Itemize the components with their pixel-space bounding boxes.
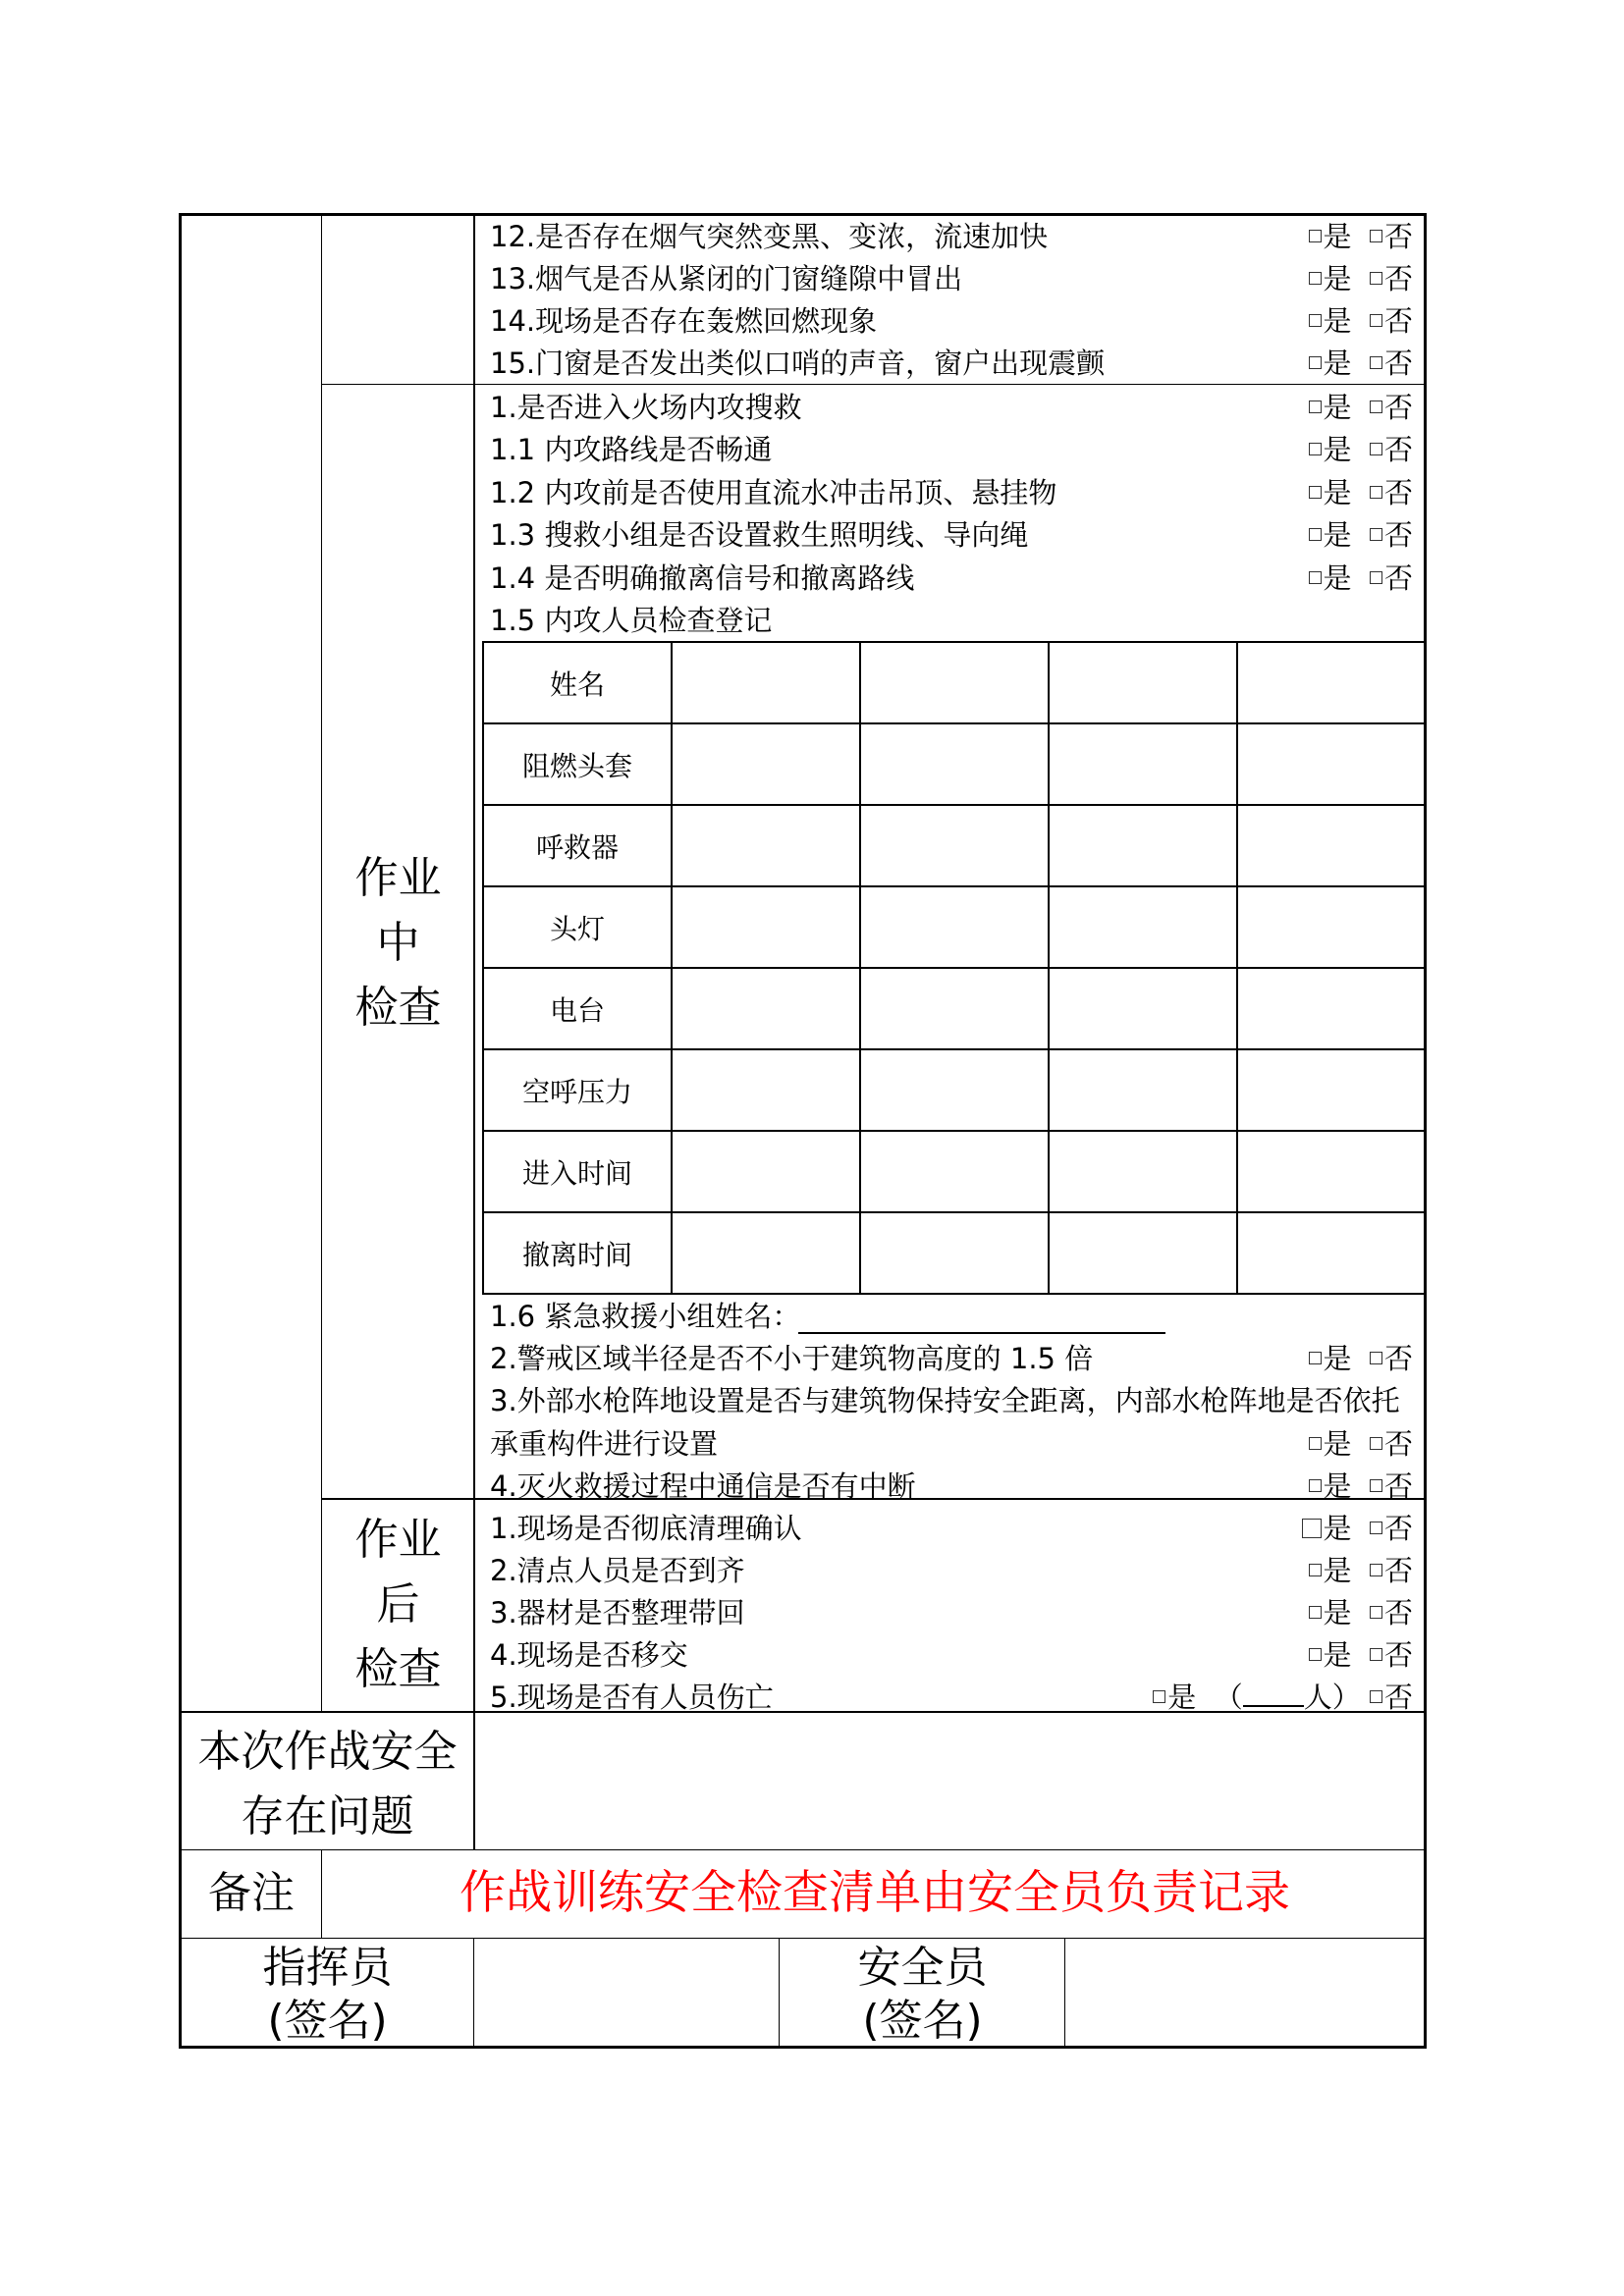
checkbox-yes[interactable]: [1309, 1648, 1322, 1661]
yes-no-options: [1309, 1465, 1413, 1508]
label-line: 作业: [354, 853, 442, 903]
safety-officer-signature-field[interactable]: [1066, 1940, 1424, 2048]
check-question: 1.1 内攻路线是否畅通: [490, 433, 773, 466]
table-cell[interactable]: [672, 723, 860, 805]
yes-label: 是: [1323, 391, 1352, 424]
table-cell[interactable]: [1237, 968, 1426, 1049]
label-line: (签名): [862, 1996, 983, 2046]
check-item: [490, 1379, 1413, 1422]
yes-label: 是: [1323, 1638, 1352, 1672]
check-item: [490, 1549, 1413, 1592]
sig-divider-2: [779, 1938, 780, 2049]
problems-label: [182, 1720, 473, 1849]
checkbox-no[interactable]: [1370, 1437, 1382, 1450]
label-line: 指挥员: [262, 1943, 393, 1993]
checkbox-no[interactable]: [1370, 400, 1382, 413]
checkbox-no[interactable]: [1370, 356, 1382, 369]
table-cell[interactable]: [860, 805, 1049, 886]
yes-label: 是: [1323, 561, 1352, 595]
yes-label: 是: [1323, 1554, 1352, 1587]
no-label: 否: [1383, 1427, 1413, 1461]
check-item: [490, 513, 1413, 557]
table-cell[interactable]: [672, 805, 860, 886]
checkbox-no[interactable]: [1370, 1648, 1382, 1661]
check-question: 13.烟气是否从紧闭的门窗缝隙中冒出: [490, 262, 963, 295]
row-header: 进入时间: [483, 1131, 672, 1212]
emergency-team-name-field[interactable]: [798, 1332, 1165, 1334]
casualty-unit: 人）: [1303, 1681, 1361, 1714]
yes-no-options: [1309, 1549, 1413, 1592]
table-cell[interactable]: [672, 1131, 860, 1212]
row-header: 撤离时间: [483, 1212, 672, 1294]
sig-divider-3: [1064, 1938, 1065, 2049]
table-cell[interactable]: [860, 886, 1049, 968]
yes-label: 是: [1167, 1681, 1197, 1714]
checkbox-no[interactable]: [1370, 272, 1382, 285]
no-label: 否: [1383, 561, 1413, 595]
checkbox-yes[interactable]: [1309, 230, 1322, 242]
casualty-count-field[interactable]: [1243, 1683, 1304, 1707]
check-question: 3.外部水枪阵地设置是否与建筑物保持安全距离，内部水枪阵地是否依托: [490, 1384, 1400, 1417]
no-label: 否: [1383, 1681, 1413, 1714]
check-question: 3.器材是否整理带回: [490, 1596, 745, 1629]
checkbox-no[interactable]: [1370, 571, 1382, 584]
label-line: (签名): [267, 1996, 388, 2046]
check-question: 1.现场是否彻底清理确认: [490, 1512, 802, 1545]
table-cell[interactable]: [1237, 886, 1426, 968]
table-cell[interactable]: [860, 1212, 1049, 1294]
table-cell[interactable]: [1049, 1212, 1237, 1294]
yes-label: 是: [1323, 476, 1352, 509]
check-item: [490, 1507, 1413, 1550]
yes-label: 是: [1323, 1596, 1352, 1629]
commander-signature-field[interactable]: [475, 1940, 778, 2048]
checkbox-yes[interactable]: [1302, 1519, 1322, 1538]
table-cell[interactable]: [672, 642, 860, 723]
table-row: [483, 886, 1426, 968]
no-label: 否: [1383, 262, 1413, 295]
remarks-divider: [321, 1849, 322, 1938]
check-item: [490, 1337, 1413, 1380]
check-question: 承重构件进行设置: [490, 1427, 719, 1461]
yes-label: 是: [1323, 1512, 1352, 1545]
remarks-text: 作战训练安全检查清单由安全员负责记录: [460, 1866, 1290, 1920]
no-label: 否: [1383, 518, 1413, 552]
checkbox-yes[interactable]: [1309, 1352, 1322, 1364]
table-row: [483, 968, 1426, 1049]
sig-divider-1: [473, 1938, 474, 2049]
checkbox-yes[interactable]: [1309, 1437, 1322, 1450]
check-question: 5.现场是否有人员伤亡: [490, 1681, 774, 1714]
checkbox-yes[interactable]: [1309, 486, 1322, 499]
check-question: 12.是否存在烟气突然变黑、变浓，流速加快: [490, 220, 1049, 253]
checkbox-no[interactable]: [1370, 1690, 1382, 1703]
problems-field[interactable]: [475, 1713, 1424, 1848]
label-line: 检查: [354, 1644, 442, 1694]
no-label: 否: [1383, 1638, 1413, 1672]
check-item: [490, 1591, 1413, 1634]
table-row: [483, 1212, 1426, 1294]
yes-no-options: [1309, 342, 1413, 385]
yes-label: 是: [1323, 1342, 1352, 1375]
check-item: [490, 386, 1413, 429]
row-header: 头灯: [483, 886, 672, 968]
checkbox-yes[interactable]: [1309, 443, 1322, 455]
check-question: 1.3 搜救小组是否设置救生照明线、导向绳: [490, 518, 1029, 552]
table-cell[interactable]: [860, 723, 1049, 805]
check-question: 4.现场是否移交: [490, 1638, 688, 1672]
checkbox-yes[interactable]: [1309, 528, 1322, 541]
label-line: 存在问题: [241, 1791, 414, 1842]
check-item: [490, 342, 1413, 385]
checkbox-yes[interactable]: [1309, 1606, 1322, 1619]
col-divider-2: [473, 213, 475, 1849]
table-cell[interactable]: [1049, 805, 1237, 886]
check-item: [490, 299, 1413, 343]
safety-officer-label: [781, 1942, 1064, 2048]
table-cell[interactable]: [860, 642, 1049, 723]
check-item: [490, 1465, 1413, 1508]
checkbox-no[interactable]: [1370, 1564, 1382, 1576]
check-item: [490, 557, 1413, 600]
section-label-during: [323, 846, 473, 1041]
check-question: 1.2 内攻前是否使用直流水冲击吊顶、悬挂物: [490, 476, 1057, 509]
no-label: 否: [1383, 220, 1413, 253]
check-item: [490, 428, 1413, 471]
no-label: 否: [1383, 1469, 1413, 1503]
checkbox-no[interactable]: [1370, 1522, 1382, 1534]
table-cell[interactable]: [1049, 642, 1237, 723]
check-item-heading: [490, 599, 1413, 642]
row-header: 空呼压力: [483, 1049, 672, 1131]
label-line: 安全员: [857, 1943, 988, 1993]
row-header: 呼救器: [483, 805, 672, 886]
yes-no-options: [1309, 1591, 1413, 1634]
no-label: 否: [1383, 304, 1413, 338]
casualty-open-paren: （: [1214, 1681, 1243, 1714]
table-cell[interactable]: [1049, 886, 1237, 968]
row-header: 姓名: [483, 642, 672, 723]
check-question: 1.6 紧急救援小组姓名：: [490, 1300, 801, 1333]
yes-no-options: [1309, 557, 1413, 600]
checkbox-yes[interactable]: [1309, 1479, 1322, 1492]
checkbox-no[interactable]: [1370, 486, 1382, 499]
yes-no-options: [1302, 1507, 1413, 1550]
table-cell[interactable]: [1237, 805, 1426, 886]
checkbox-yes[interactable]: [1153, 1690, 1165, 1703]
col-divider-1: [321, 213, 322, 1711]
table-cell[interactable]: [672, 968, 860, 1049]
no-label: 否: [1383, 1554, 1413, 1587]
table-cell[interactable]: [860, 968, 1049, 1049]
yes-no-options: [1309, 257, 1413, 300]
checkbox-no[interactable]: [1370, 443, 1382, 455]
no-label: 否: [1383, 1596, 1413, 1629]
table-cell[interactable]: [1049, 723, 1237, 805]
table-cell[interactable]: [1237, 1212, 1426, 1294]
no-label: 否: [1383, 391, 1413, 424]
check-question: 1.5 内攻人员检查登记: [490, 604, 773, 637]
yes-no-options: [1309, 386, 1413, 429]
yes-no-options: [1309, 471, 1413, 514]
yes-no-options: [1309, 1422, 1413, 1466]
check-question: 1.4 是否明确撤离信号和撤离路线: [490, 561, 915, 595]
check-item: [490, 215, 1413, 258]
checkbox-no[interactable]: [1370, 314, 1382, 327]
check-question: 2.清点人员是否到齐: [490, 1554, 745, 1587]
yes-label: 是: [1323, 220, 1352, 253]
yes-label: 是: [1323, 433, 1352, 466]
yes-label: 是: [1323, 1427, 1352, 1461]
checkbox-no[interactable]: [1370, 1479, 1382, 1492]
no-label: 否: [1383, 476, 1413, 509]
label-line: 作业: [354, 1515, 442, 1565]
remarks-label: 备注: [208, 1868, 295, 1918]
check-item: [490, 471, 1413, 514]
yes-no-options: [1309, 428, 1413, 471]
check-question: 4.灭火救援过程中通信是否有中断: [490, 1469, 916, 1503]
row-header: 阻燃头套: [483, 723, 672, 805]
label-line: 后: [376, 1579, 420, 1629]
yes-label: 是: [1323, 347, 1352, 380]
check-question: 15.门窗是否发出类似口哨的声音，窗户出现震颤: [490, 347, 1106, 380]
yes-no-options: [1309, 1337, 1413, 1380]
table-cell[interactable]: [672, 1049, 860, 1131]
checkbox-no[interactable]: [1370, 1606, 1382, 1619]
no-label: 否: [1383, 1342, 1413, 1375]
table-row: [483, 723, 1426, 805]
checkbox-yes[interactable]: [1309, 314, 1322, 327]
personnel-table: [482, 641, 1427, 1271]
yes-label: 是: [1323, 304, 1352, 338]
table-cell[interactable]: [1049, 1049, 1237, 1131]
table-cell[interactable]: [1237, 1049, 1426, 1131]
table-cell[interactable]: [1049, 968, 1237, 1049]
yes-no-options: [1309, 215, 1413, 258]
yes-label: 是: [1323, 518, 1352, 552]
table-cell[interactable]: [1237, 1131, 1426, 1212]
no-label: 否: [1383, 347, 1413, 380]
label-line: 本次作战安全: [197, 1727, 458, 1777]
checkbox-no[interactable]: [1370, 230, 1382, 242]
checkbox-yes[interactable]: [1309, 571, 1322, 584]
checkbox-yes[interactable]: [1309, 400, 1322, 413]
row-header: 电台: [483, 968, 672, 1049]
yes-label: 是: [1323, 262, 1352, 295]
yes-no-options: [1309, 513, 1413, 557]
checkbox-yes[interactable]: [1309, 356, 1322, 369]
checkbox-yes[interactable]: [1309, 272, 1322, 285]
section-label-post: [323, 1508, 473, 1702]
no-label: 否: [1383, 433, 1413, 466]
table-row: [483, 642, 1426, 723]
table-cell[interactable]: [1237, 642, 1426, 723]
yes-no-options: [1309, 299, 1413, 343]
table-cell[interactable]: [672, 1212, 860, 1294]
check-item: [490, 257, 1413, 300]
label-line: 检查: [354, 983, 442, 1033]
commander-label: [182, 1942, 473, 2048]
section-divider-signatures: [179, 1938, 1427, 1939]
table-cell[interactable]: [1049, 1131, 1237, 1212]
checkbox-no[interactable]: [1370, 1352, 1382, 1364]
check-item: [490, 1422, 1413, 1466]
check-question: 14.现场是否存在轰燃回燃现象: [490, 304, 878, 338]
table-row: [483, 805, 1426, 886]
table-row: [483, 1131, 1426, 1212]
table-cell[interactable]: [672, 886, 860, 968]
no-label: 否: [1383, 1512, 1413, 1545]
table-cell[interactable]: [1237, 723, 1426, 805]
check-question: 1.是否进入火场内攻搜救: [490, 391, 802, 424]
table-cell[interactable]: [860, 1049, 1049, 1131]
checkbox-yes[interactable]: [1309, 1564, 1322, 1576]
label-line: 中: [376, 918, 420, 968]
table-row: [483, 1049, 1426, 1131]
table-cell[interactable]: [860, 1131, 1049, 1212]
yes-label: 是: [1323, 1469, 1352, 1503]
yes-no-options: [1309, 1633, 1413, 1677]
checkbox-no[interactable]: [1370, 528, 1382, 541]
check-item: [490, 1633, 1413, 1677]
check-question: 2.警戒区域半径是否不小于建筑物高度的 1.5 倍: [490, 1342, 1094, 1375]
